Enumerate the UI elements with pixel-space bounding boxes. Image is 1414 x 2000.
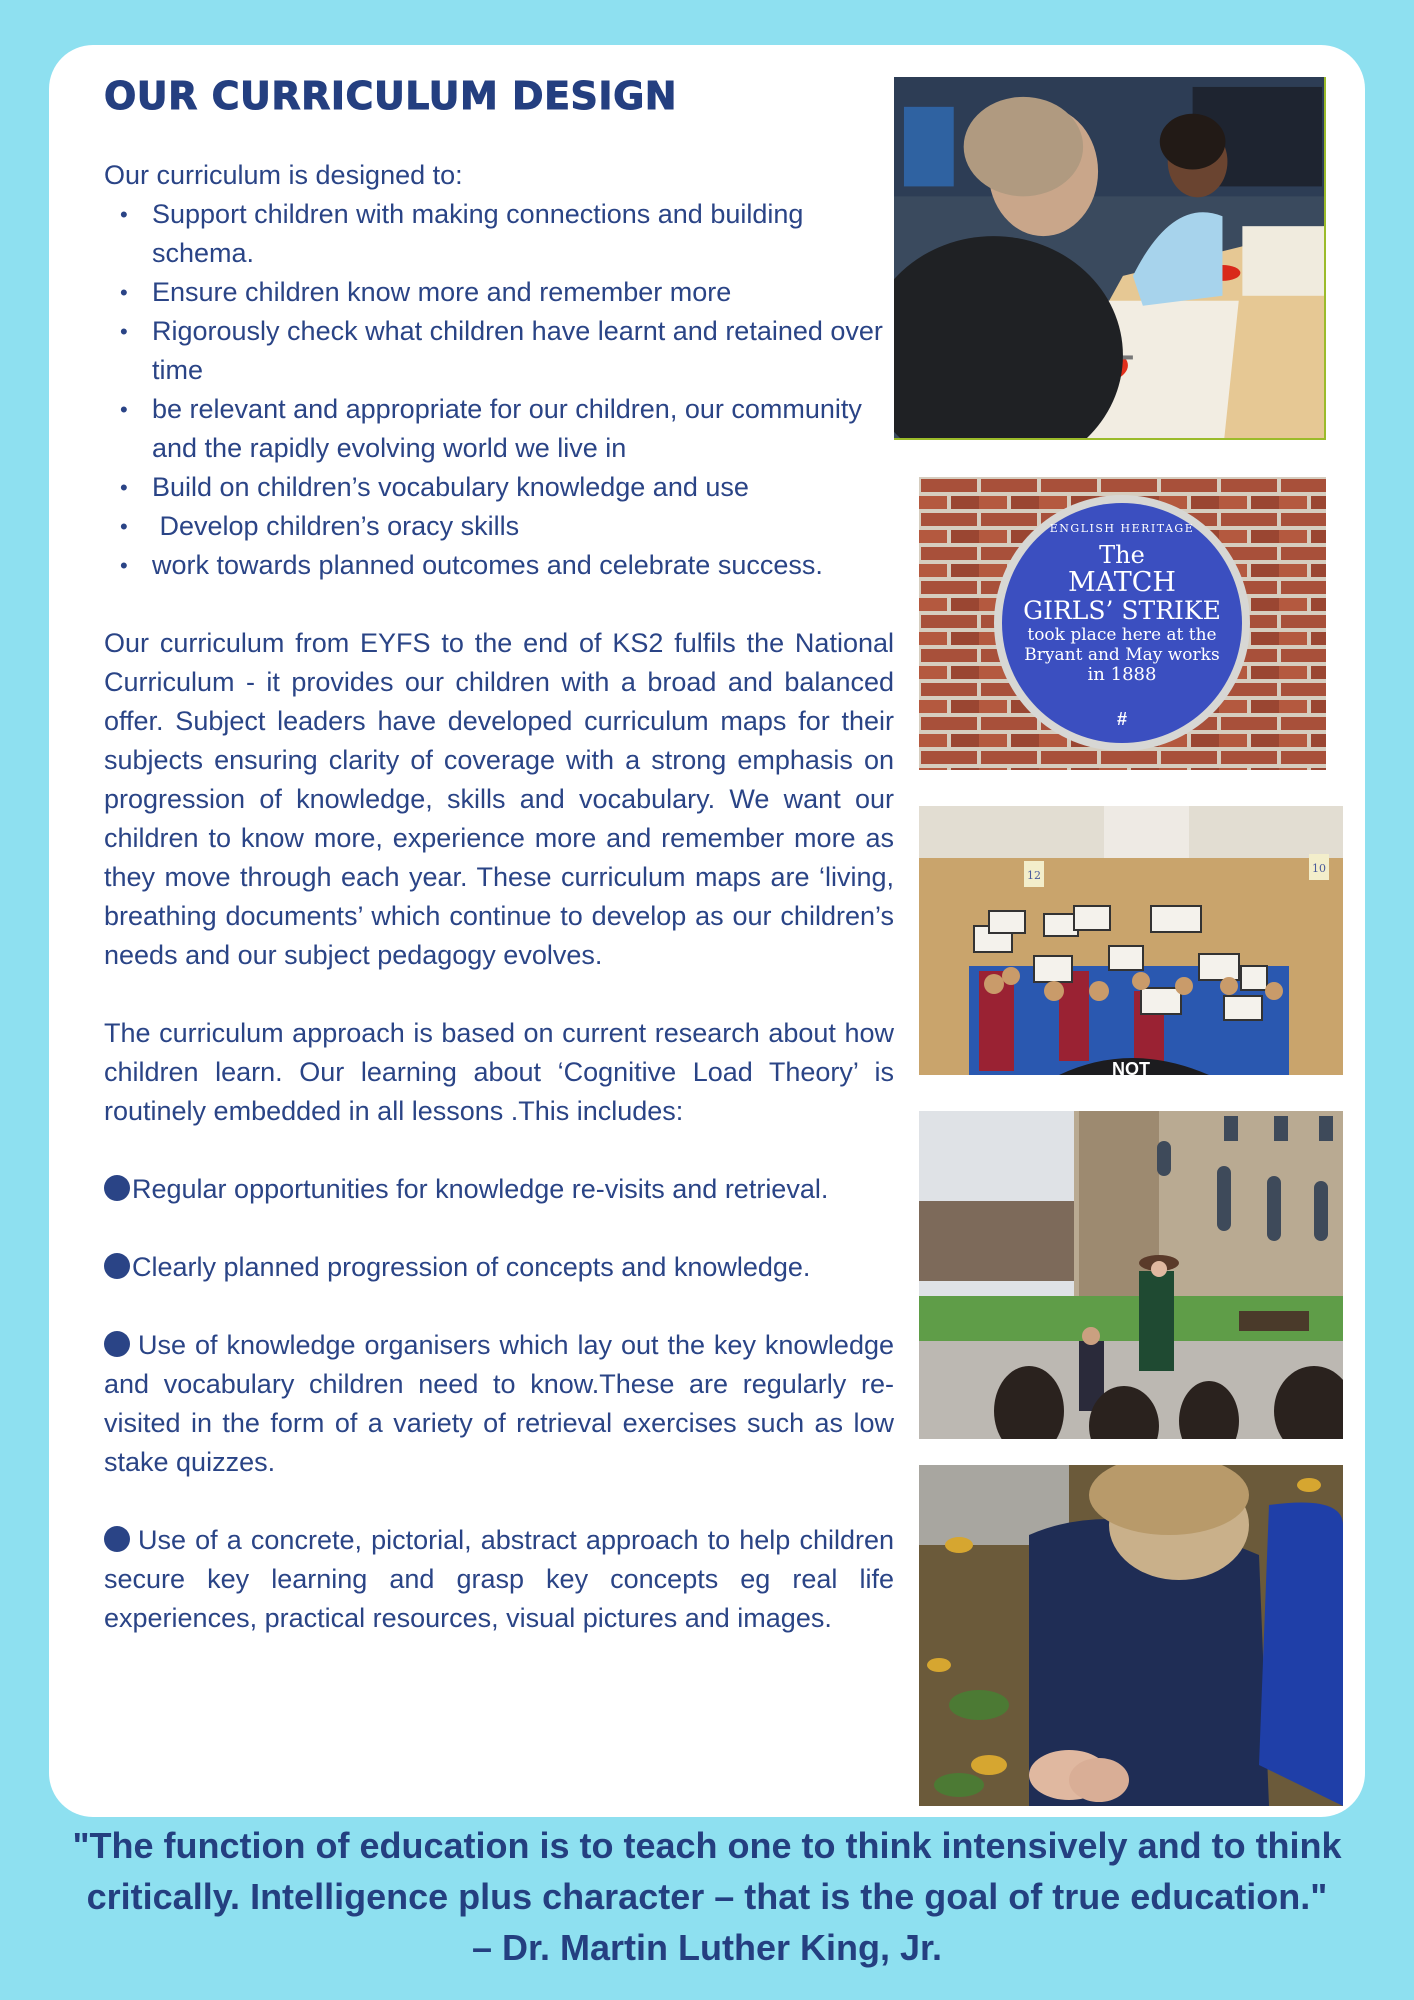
blue-plaque-image bbox=[919, 477, 1326, 770]
children-cooking-image bbox=[894, 77, 1324, 438]
heritage-logo-icon: # bbox=[1116, 709, 1128, 729]
cognitive-load-paragraph: The curriculum approach is based on current research about how children learn. Our learning about ‘Cognitive Load Theory’ is routinely embedded in all lessons .This includes: bbox=[104, 1018, 894, 1126]
aim-item: • Ensure children know more and remember more bbox=[104, 273, 894, 312]
aim-item: • Support children with making connections and building schema. bbox=[104, 195, 894, 273]
aim-item: • Develop children’s oracy skills bbox=[104, 507, 894, 546]
plaque-line1: The bbox=[1099, 541, 1145, 569]
photo-child-nature bbox=[919, 1465, 1343, 1806]
photo-children-cooking bbox=[894, 77, 1326, 440]
plaque-line6: in 1888 bbox=[1087, 664, 1157, 685]
quote-line-1: "The function of education is to teach one to think intensively and to think bbox=[72, 1825, 1342, 1866]
aims-list bbox=[104, 195, 894, 585]
bullet-icon: • bbox=[120, 397, 128, 422]
national-curriculum-paragraph: Our curriculum from EYFS to the end of KS2 fulfils the National Curriculum - it provides our children with a broad and balanced offer. Subject leaders have developed curriculum maps for their subjects ensuring clarity of coverage with a strong emphasis on progression of knowledge, skills and vocabulary. We want our children to know more, experience more and remember more as they move through each year. These curriculum maps are ‘living, breathing documents’ which continue to develop as our children’s needs and our subject pedagogy evolves. bbox=[104, 628, 894, 970]
bullet-icon: • bbox=[120, 514, 128, 539]
aim-item: • Rigorously check what children have learnt and retained over time bbox=[104, 312, 894, 390]
approach-item: Regular opportunities for knowledge re-visits and retrieval. bbox=[104, 1170, 894, 1209]
plaque-line4: took place here at the bbox=[1027, 625, 1217, 645]
bullet-icon: • bbox=[120, 553, 128, 578]
curriculum-text bbox=[104, 156, 894, 1638]
aim-item: • work towards planned outcomes and celebrate success. bbox=[104, 546, 894, 585]
child-nature-image bbox=[919, 1465, 1343, 1806]
photo-blue-plaque bbox=[919, 477, 1326, 770]
bullet-icon: • bbox=[120, 475, 128, 500]
plaque-line2: MATCH bbox=[1068, 567, 1176, 598]
bullet-dot-icon bbox=[104, 1331, 130, 1357]
bullet-dot-icon bbox=[104, 1526, 130, 1552]
bullet-dot-icon bbox=[104, 1175, 130, 1201]
photo-team-certificates bbox=[919, 806, 1343, 1075]
svg-text:12: 12 bbox=[1027, 869, 1041, 882]
tower-of-london-image bbox=[919, 1111, 1343, 1439]
svg-text:10: 10 bbox=[1312, 862, 1326, 875]
bullet-icon: • bbox=[120, 202, 128, 227]
intro-text: Our curriculum is designed to: bbox=[104, 160, 463, 190]
page-title: OUR CURRICULUM DESIGN bbox=[104, 74, 678, 118]
plaque-header: ENGLISH HERITAGE bbox=[1049, 522, 1195, 535]
team-certificates-image bbox=[919, 806, 1343, 1075]
aim-item: • be relevant and appropriate for our children, our community and the rapidly evolving world we live in bbox=[104, 390, 894, 468]
quote-block bbox=[40, 1820, 1374, 1973]
quote-line-2: critically. Intelligence plus character – that is the goal of true education." bbox=[86, 1876, 1328, 1917]
bullet-icon: • bbox=[120, 280, 128, 305]
approach-item: Use of a concrete, pictorial, abstract approach to help children secure key learning and grasp key concepts eg real life experiences, practical resources, visual pictures and images. bbox=[104, 1525, 894, 1633]
quote-attribution: – Dr. Martin Luther King, Jr. bbox=[471, 1927, 943, 1968]
bullet-icon: • bbox=[120, 319, 128, 344]
approach-item: Clearly planned progression of concepts and knowledge. bbox=[104, 1248, 894, 1287]
aim-item: • Build on children’s vocabulary knowledge and use bbox=[104, 468, 894, 507]
photo-tower-of-london bbox=[919, 1111, 1343, 1439]
approach-item: Use of knowledge organisers which lay out the key knowledge and vocabulary children need to know.These are regularly re-visited in the form of a variety of retrieval exercises such as low stake quizzes. bbox=[104, 1330, 894, 1477]
bullet-dot-icon bbox=[104, 1253, 130, 1279]
plaque-line5: Bryant and May works bbox=[1024, 645, 1220, 665]
plaque-line3: GIRLS’ STRIKE bbox=[1023, 596, 1221, 625]
banner-text: NOT bbox=[1112, 1059, 1150, 1075]
